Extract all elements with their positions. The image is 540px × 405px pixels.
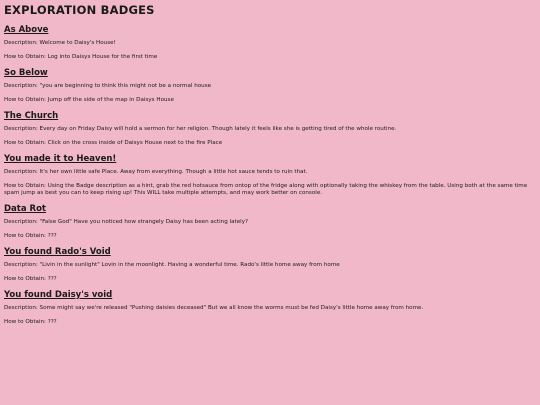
- description-label: Description:: [4, 219, 38, 225]
- badge-obtain: [4, 183, 536, 197]
- obtain-text: Log into Daisys House for the first time: [47, 53, 158, 60]
- badge-obtain: [4, 233, 536, 240]
- obtain-label: How to Obtain:: [4, 318, 46, 325]
- obtain-label: How to Obtain:: [4, 96, 46, 103]
- obtain-label: How to Obtain:: [4, 275, 46, 282]
- obtain-text: ???: [47, 232, 57, 239]
- description-label: Description:: [4, 305, 38, 311]
- description-label: Description:: [4, 40, 38, 46]
- obtain-text: Using the Badge description as a hint, grab the red hotsauce from ontop of the fridge along with optionally taking the whiskey from the table. Using both at the same time spam jump as best you can to keep rising up! This WILL take multiple attempts, and may work better on console.: [4, 182, 528, 196]
- badge-title: You found Daisy's void: [4, 290, 113, 300]
- description-text: It's her own little safe Place. Away from everything. Though a little hot sauce tends to ruin that.: [39, 169, 308, 175]
- page-title: EXPLORATION BADGES: [4, 3, 155, 17]
- badge-section: [4, 246, 536, 283]
- badge-section: [4, 289, 536, 326]
- description-text: Some might say we're released "Pushing daisies deceased" But we all know the worms must be fed Daisy's little home away from home.: [39, 305, 424, 311]
- badge-description: [4, 40, 536, 47]
- badge-description: [4, 305, 536, 312]
- badge-title: The Church: [4, 111, 59, 121]
- description-text: "False God" Have you noticed how strangely Daisy has been acting lately?: [39, 219, 248, 225]
- obtain-label: How to Obtain:: [4, 53, 46, 60]
- badge-obtain: [4, 140, 536, 147]
- description-text: "Livin in the sunlight" Lovin in the moonlight. Having a wonderful time. Rado's little home away from home: [39, 262, 340, 268]
- badge-obtain: [4, 319, 536, 326]
- description-label: Description:: [4, 169, 38, 175]
- badge-title: As Above: [4, 25, 49, 35]
- badge-description: [4, 169, 536, 176]
- description-text: Welcome to Daisy's House!: [39, 40, 116, 46]
- description-label: Description:: [4, 83, 38, 89]
- badge-title: Data Rot: [4, 204, 46, 214]
- badge-description: [4, 126, 536, 133]
- badge-description: [4, 219, 536, 226]
- obtain-text: Click on the cross inside of Daisys House next to the fire Place: [47, 139, 223, 146]
- obtain-text: ???: [47, 318, 57, 325]
- badge-section: [4, 153, 536, 197]
- badge-obtain: [4, 276, 536, 283]
- badge-section: [4, 67, 536, 104]
- obtain-label: How to Obtain:: [4, 139, 46, 146]
- badge-obtain: [4, 54, 536, 61]
- badge-description: [4, 262, 536, 269]
- badge-title: So Below: [4, 68, 48, 78]
- obtain-text: Jump off the side of the map in Daisys House: [47, 96, 174, 103]
- page-content: [4, 2, 536, 332]
- badge-section: [4, 110, 536, 147]
- description-label: Description:: [4, 126, 38, 132]
- obtain-label: How to Obtain:: [4, 232, 46, 239]
- badge-obtain: [4, 97, 536, 104]
- description-label: Description:: [4, 262, 38, 268]
- description-text: Every day on Friday Daisy will hold a sermon for her religion. Though lately it feels like she is getting tired of the whole routine.: [39, 126, 397, 132]
- obtain-text: ???: [47, 275, 57, 282]
- obtain-label: How to Obtain:: [4, 182, 46, 189]
- description-text: "you are beginning to think this might not be a normal house: [39, 83, 212, 89]
- badge-title: You made it to Heaven!: [4, 154, 117, 164]
- badge-section: [4, 203, 536, 240]
- badge-title: You found Rado's Void: [4, 247, 111, 257]
- badge-description: [4, 83, 536, 90]
- badge-section: [4, 24, 536, 61]
